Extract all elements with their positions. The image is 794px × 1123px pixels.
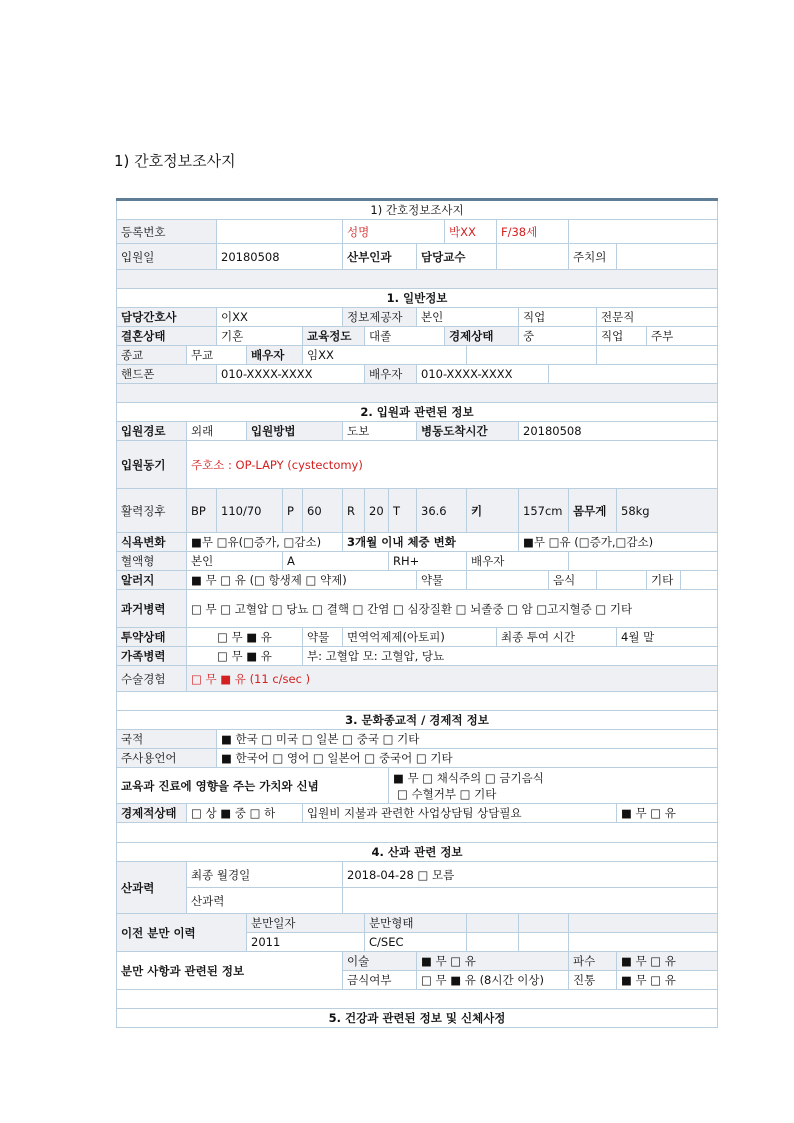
prof-value[interactable] bbox=[497, 244, 569, 270]
arrival-value[interactable]: 20180508 bbox=[519, 422, 718, 441]
spouse-label: 배우자 bbox=[247, 346, 303, 365]
nurse-value[interactable]: 이XX bbox=[217, 308, 343, 327]
religion-value[interactable]: 무교 bbox=[187, 346, 247, 365]
informant-value[interactable]: 본인 bbox=[417, 308, 519, 327]
appetite-label: 식욕변화 bbox=[117, 533, 187, 552]
job2-label: 직업 bbox=[597, 327, 647, 346]
spouse-value[interactable]: 임XX bbox=[303, 346, 467, 365]
spouse-phone-value[interactable]: 010-XXXX-XXXX bbox=[417, 365, 549, 384]
weight-change-value[interactable]: ■무 □유 (□증가,□감소) bbox=[519, 533, 718, 552]
language-label: 주사용언어 bbox=[117, 749, 217, 768]
obstetric-sub-value[interactable] bbox=[343, 888, 718, 914]
allergy-drug-value[interactable] bbox=[467, 571, 549, 590]
medication-label: 투약상태 bbox=[117, 628, 187, 647]
bp-label: BP bbox=[187, 489, 217, 533]
t-value[interactable]: 36.6 bbox=[417, 489, 467, 533]
blood-label: 혈액형 bbox=[117, 552, 187, 571]
delivery-extra-value-1[interactable] bbox=[467, 933, 519, 952]
last-dose-label: 최종 투여 시간 bbox=[497, 628, 617, 647]
spouse-blank bbox=[467, 346, 597, 365]
drug-label: 약물 bbox=[303, 628, 343, 647]
last-dose-value[interactable]: 4월 말 bbox=[617, 628, 718, 647]
past-history-value[interactable]: □ 무 □ 고혈압 □ 당뇨 □ 결핵 □ 간염 □ 심장질환 □ 뇌졸중 □ 암 □고지혈증 □ 기타 bbox=[187, 590, 718, 628]
lmp-label: 최종 월경일 bbox=[187, 862, 343, 888]
nurse-label: 담당간호사 bbox=[117, 308, 217, 327]
spacer-row bbox=[117, 270, 718, 289]
bp-value[interactable]: 110/70 bbox=[217, 489, 283, 533]
cost-counsel-value[interactable]: ■ 무 □ 유 bbox=[617, 804, 718, 823]
nursing-assessment-form bbox=[116, 198, 718, 1028]
blood-self-label: 본인 bbox=[187, 552, 283, 571]
document-title: 1) 간호정보조사지 bbox=[114, 152, 236, 170]
informant-label: 정보제공자 bbox=[343, 308, 417, 327]
labor-label: 진통 bbox=[569, 971, 617, 990]
values-beliefs-line-2: □ 수혈거부 □ 기타 bbox=[397, 786, 497, 801]
route-value[interactable]: 외래 bbox=[187, 422, 247, 441]
econ-value[interactable]: 중 bbox=[519, 327, 597, 346]
marital-value[interactable]: 기혼 bbox=[217, 327, 303, 346]
nationality-value[interactable]: ■ 한국 □ 미국 □ 일본 □ 중국 □ 기타 bbox=[217, 730, 718, 749]
height-label: 키 bbox=[467, 489, 519, 533]
ivf-label: 이술 bbox=[343, 952, 417, 971]
spacer-row bbox=[117, 990, 718, 1009]
lmp-value[interactable]: 2018-04-28 □ 모름 bbox=[343, 862, 718, 888]
blood-spouse-value[interactable] bbox=[569, 552, 718, 571]
motive-value[interactable]: 주호소 : OP-LAPY (cystectomy) bbox=[187, 441, 718, 489]
r-value[interactable]: 20 bbox=[365, 489, 389, 533]
delivery-extra-value-3[interactable] bbox=[569, 933, 718, 952]
allergy-other-label: 기타 bbox=[647, 571, 681, 590]
height-value[interactable]: 157cm bbox=[519, 489, 569, 533]
family-history-value[interactable]: □ 무 ■ 유 bbox=[187, 647, 303, 666]
reg-no-value[interactable] bbox=[217, 220, 343, 244]
edu-label: 교육정도 bbox=[303, 327, 365, 346]
obstetric-label: 산과력 bbox=[117, 862, 187, 914]
delivery-date-value[interactable]: 2011 bbox=[247, 933, 365, 952]
family-history-detail[interactable]: 부: 고혈압 모: 고혈압, 당뇨 bbox=[303, 647, 718, 666]
rh-value[interactable]: RH+ bbox=[389, 552, 467, 571]
blood-type-value[interactable]: A bbox=[283, 552, 389, 571]
adm-date-value[interactable]: 20180508 bbox=[217, 244, 343, 270]
delivery-extra-value-2[interactable] bbox=[519, 933, 569, 952]
delivery-related-label: 분만 사항과 관련된 정보 bbox=[117, 952, 343, 990]
r-label: R bbox=[343, 489, 365, 533]
name-label: 성명 bbox=[343, 220, 445, 244]
spouse-phone-label: 배우자 bbox=[365, 365, 417, 384]
delivery-date-header: 분만일자 bbox=[247, 914, 365, 933]
prev-delivery-label: 이전 분만 이력 bbox=[117, 914, 247, 952]
values-beliefs-line-1: ■ 무 □ 채식주의 □ 금기음식 bbox=[393, 770, 544, 785]
job-value[interactable]: 전문직 bbox=[597, 308, 718, 327]
motive-label: 입원동기 bbox=[117, 441, 187, 489]
section-3-title: 3. 문화종교적 / 경제적 정보 bbox=[117, 711, 718, 730]
cost-counsel-label: 입원비 지불과 관련한 사업상담팀 상담필요 bbox=[303, 804, 617, 823]
econ-label: 경제상태 bbox=[445, 327, 519, 346]
allergy-food-label: 음식 bbox=[549, 571, 597, 590]
section-5-title: 5. 건강과 관련된 정보 및 신체사정 bbox=[117, 1009, 718, 1028]
sex-age-value[interactable]: F/38세 bbox=[497, 220, 569, 244]
religion-label: 종교 bbox=[117, 346, 187, 365]
weight-label: 몸무게 bbox=[569, 489, 617, 533]
fasting-value[interactable]: □ 무 ■ 유 (8시간 이상) bbox=[417, 971, 569, 990]
surgery-value[interactable]: □ 무 ■ 유 (11 c/sec ) bbox=[187, 666, 718, 692]
delivery-extra-header-2 bbox=[519, 914, 569, 933]
section-2-title: 2. 입원과 관련된 정보 bbox=[117, 403, 718, 422]
form-title: 1) 간호정보조사지 bbox=[117, 200, 718, 220]
medication-value[interactable]: □ 무 ■ 유 bbox=[187, 628, 303, 647]
spacer-row bbox=[117, 823, 718, 843]
adm-date-label: 입원일 bbox=[117, 244, 217, 270]
family-history-label: 가족병력 bbox=[117, 647, 187, 666]
doctor-label: 주치의 bbox=[569, 244, 617, 270]
weight-value[interactable]: 58kg bbox=[617, 489, 718, 533]
fasting-label: 금식여부 bbox=[343, 971, 417, 990]
arrival-label: 병동도착시간 bbox=[417, 422, 519, 441]
spacer-row bbox=[117, 692, 718, 711]
weight-change-label: 3개월 이내 체중 변화 bbox=[343, 533, 519, 552]
values-beliefs-label: 교육과 진료에 영향을 주는 가치와 신념 bbox=[117, 768, 389, 804]
labor-value[interactable]: ■ 무 □ 유 bbox=[617, 971, 718, 990]
econ-status-label: 경제적상태 bbox=[117, 804, 187, 823]
spouse-blank-2 bbox=[597, 346, 718, 365]
allergy-food-value[interactable] bbox=[597, 571, 647, 590]
method-label: 입원방법 bbox=[247, 422, 343, 441]
rupture-label: 파수 bbox=[569, 952, 617, 971]
ivf-value[interactable]: ■ 무 □ 유 bbox=[417, 952, 569, 971]
prof-label: 담당교수 bbox=[417, 244, 497, 270]
surgery-label: 수술경험 bbox=[117, 666, 187, 692]
delivery-type-value[interactable]: C/SEC bbox=[365, 933, 467, 952]
appetite-value[interactable]: ■무 □유(□증가, □감소) bbox=[187, 533, 343, 552]
phone-blank bbox=[549, 365, 718, 384]
delivery-type-header: 분만형태 bbox=[365, 914, 467, 933]
delivery-extra-header-3 bbox=[569, 914, 718, 933]
vital-label: 활력징후 bbox=[117, 489, 187, 533]
past-history-label: 과거병력 bbox=[117, 590, 187, 628]
phone-label: 핸드폰 bbox=[117, 365, 217, 384]
p-value[interactable]: 60 bbox=[303, 489, 343, 533]
name-value[interactable]: 박XX bbox=[445, 220, 497, 244]
allergy-label: 알러지 bbox=[117, 571, 187, 590]
method-value[interactable]: 도보 bbox=[343, 422, 417, 441]
t-label: T bbox=[389, 489, 417, 533]
blood-spouse-label: 배우자 bbox=[467, 552, 569, 571]
allergy-drug-label: 약물 bbox=[417, 571, 467, 590]
values-beliefs-value[interactable] bbox=[389, 768, 718, 804]
section-4-title: 4. 산과 관련 정보 bbox=[117, 843, 718, 862]
reg-no-label: 등록번호 bbox=[117, 220, 217, 244]
doctor-value[interactable] bbox=[617, 244, 718, 270]
route-label: 입원경로 bbox=[117, 422, 187, 441]
reg-blank bbox=[569, 220, 718, 244]
marital-label: 결혼상태 bbox=[117, 327, 217, 346]
spacer-row bbox=[117, 384, 718, 403]
econ-status-value[interactable]: □ 상 ■ 중 □ 하 bbox=[187, 804, 303, 823]
allergy-value[interactable]: ■ 무 □ 유 (□ 항생제 □ 약제) bbox=[187, 571, 417, 590]
drug-value[interactable]: 면역억제제(아토피) bbox=[343, 628, 497, 647]
obstetric-sub-label: 산과력 bbox=[187, 888, 343, 914]
phone-value[interactable]: 010-XXXX-XXXX bbox=[217, 365, 365, 384]
delivery-extra-header-1 bbox=[467, 914, 519, 933]
job-label: 직업 bbox=[519, 308, 597, 327]
rupture-value[interactable]: ■ 무 □ 유 bbox=[617, 952, 718, 971]
edu-value[interactable]: 대졸 bbox=[365, 327, 445, 346]
p-label: P bbox=[283, 489, 303, 533]
allergy-other-value[interactable] bbox=[681, 571, 718, 590]
section-1-title: 1. 일반정보 bbox=[117, 289, 718, 308]
job2-value[interactable]: 주부 bbox=[647, 327, 718, 346]
dept-value: 산부인과 bbox=[343, 244, 417, 270]
nationality-label: 국적 bbox=[117, 730, 217, 749]
language-value[interactable]: ■ 한국어 □ 영어 □ 일본어 □ 중국어 □ 기타 bbox=[217, 749, 718, 768]
